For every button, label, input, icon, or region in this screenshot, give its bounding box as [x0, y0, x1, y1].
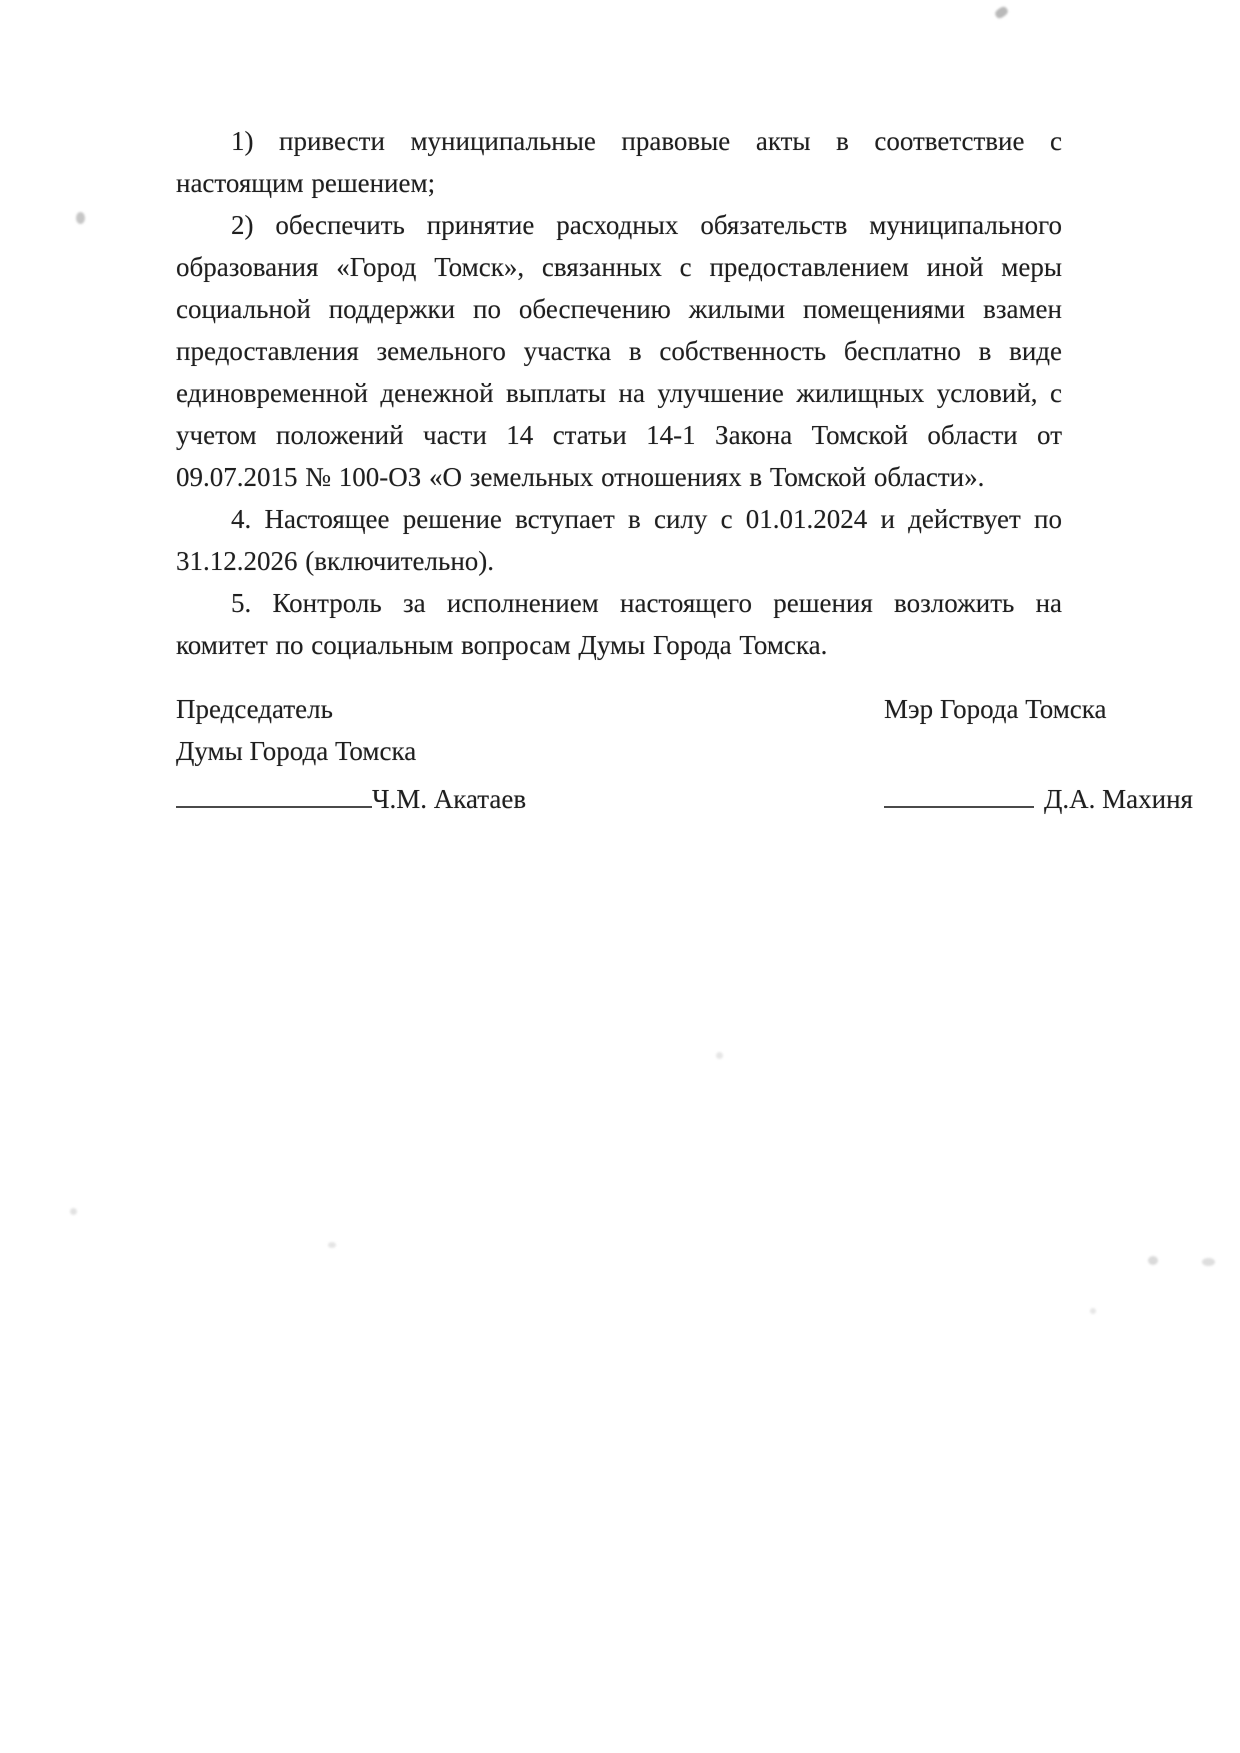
signer-name: Д.А. Махиня	[1044, 784, 1193, 814]
paragraph-item-4: 4. Настоящее решение вступает в силу с 01.01.2024 и действует по 31.12.2026 (включительно).	[176, 504, 1062, 576]
scan-speck	[76, 212, 85, 224]
paragraph-item-5: 5. Контроль за исполнением настоящего решения возложить на комитет по социальным вопросам Думы Города Томска.	[176, 588, 1062, 660]
signer-role-line: Председатель	[176, 694, 333, 724]
document-body	[176, 120, 1062, 666]
signature-spacer	[884, 730, 1184, 772]
paragraph-item-1: 1) привести муниципальные правовые акты в соответствие с настоящим решением;	[176, 126, 1062, 198]
signature-line	[176, 782, 372, 808]
paragraph-item-2: 2) обеспечить принятие расходных обязательств муниципального образования «Город Томск», связанных с предоставлением иной меры социальной поддержки по обеспечению жилыми помещениями взамен предоставления земельного участка в собственность бесплатно в виде единовременной денежной выплаты на улучшение жилищных условий, с учетом положений части 14 статьи 14-1 Закона Томской области от 09.07.2015 № 100-ОЗ «О земельных отношениях в Томской области».	[176, 210, 1062, 492]
scan-speck	[1202, 1258, 1215, 1266]
signer-name: Ч.М. Акатаев	[372, 784, 527, 814]
scan-speck	[716, 1052, 723, 1059]
scan-speck	[994, 5, 1010, 20]
scan-speck	[70, 1208, 77, 1215]
signer-role-line: Думы Города Томска	[176, 736, 417, 766]
signature-right-column	[884, 688, 1193, 824]
signer-role-line: Мэр Города Томска	[884, 694, 1107, 724]
scan-speck	[1090, 1308, 1096, 1314]
signature-left-column	[176, 688, 636, 824]
signature-line	[884, 782, 1034, 808]
scan-speck	[328, 1242, 336, 1248]
scan-speck	[1148, 1256, 1158, 1265]
